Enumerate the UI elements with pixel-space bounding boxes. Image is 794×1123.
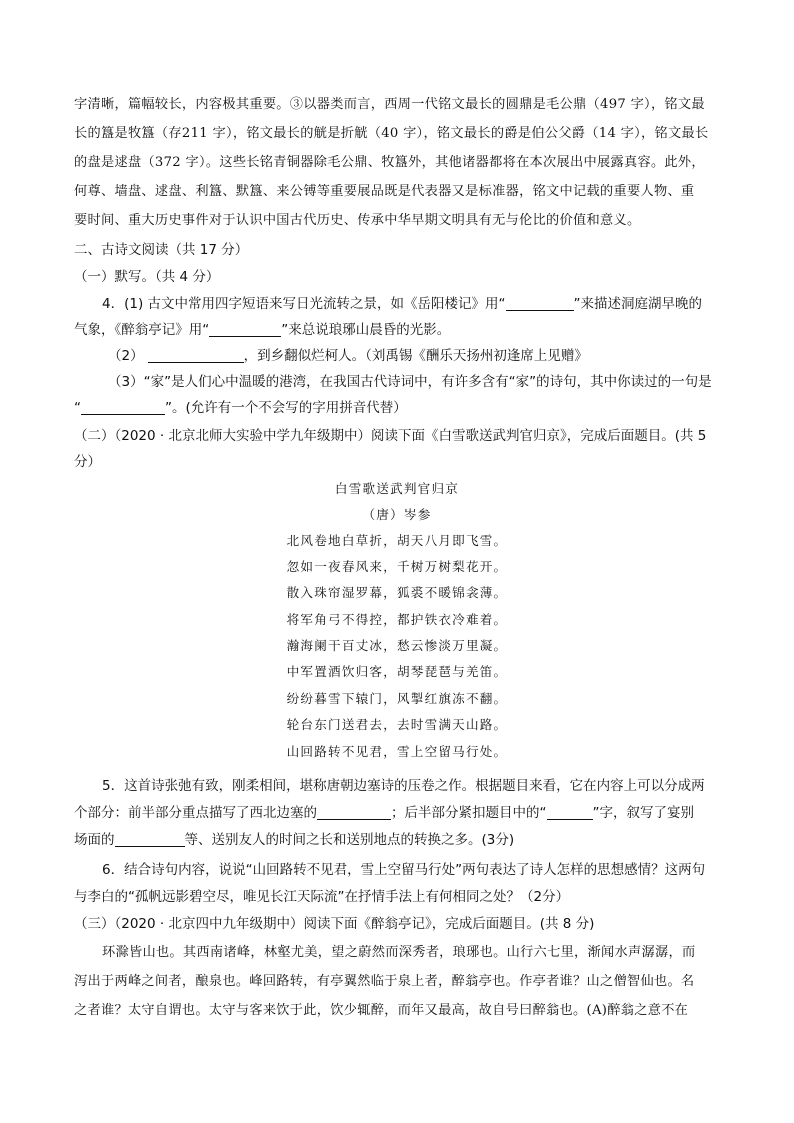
q4-sub3-line-2 xyxy=(74,396,726,416)
q4-text-d: ”来总说琅琊山晨昏的光影。 xyxy=(281,322,451,338)
answer-blank[interactable] xyxy=(148,348,244,363)
part2-heading-line-1: （二）（2020 · 北京北师大实验中学九年级期中）阅读下面《白雪歌送武判官归京》，完成后面题目。(共 5 xyxy=(74,428,707,444)
poem-line: 中军置酒饮归客，胡琴琵琶与羌笛。 xyxy=(286,664,508,679)
q4-sub2-text: ，到乡翻似烂柯人。（刘禹锡《酬乐天扬州初逢席上见赠》 xyxy=(243,348,588,364)
section-heading: 二、古诗文阅读（共 17 分） xyxy=(74,242,249,258)
poem-line: 北风卷地白草折，胡天八月即飞雪。 xyxy=(286,533,508,548)
poem-title: 白雪歌送武判官归京 xyxy=(334,481,460,496)
q5-text-d: 场面的 xyxy=(74,832,115,848)
q5-text-c: ”字，叙写了宴别 xyxy=(592,805,694,821)
answer-blank[interactable] xyxy=(81,400,165,415)
answer-blank[interactable] xyxy=(209,322,281,337)
q6-line-2: 与李白的“孤帆远影碧空尽，唯见长江天际流”在抒情手法上有何相同之处？（2分） xyxy=(74,889,570,905)
q4-line-2 xyxy=(74,318,726,338)
q4-text-b: ”来描述洞庭湖早晚的 xyxy=(573,296,702,312)
underlined-sentence: 醉翁之意不在 xyxy=(607,1003,689,1018)
prose-line-2: 泻出于两峰之间者，酿泉也。峰回路转，有亭翼然临于泉上者，醉翁亭也。作亭者谁？山之僧智仙也。名 xyxy=(74,974,695,989)
q4-sub3-text: ”。(允许有一个不会写的字用拼音代替） xyxy=(165,400,407,416)
intro-line-5: 要时间、重大历史事件对于认识中国古代历史、传承中华早期文明具有无与伦比的价值和意义。 xyxy=(74,213,641,228)
answer-blank[interactable] xyxy=(547,805,593,820)
poem-line: 瀚海阑干百丈冰，愁云惨淡万里凝。 xyxy=(286,638,508,653)
q4-sub3-line-1: （3）“家”是人们心中温暖的港湾，在我国古代诗词中，有许多含有“家”的诗句，其中你读过的一句是 xyxy=(108,374,712,390)
q4-sub2-label: （2） xyxy=(108,348,144,364)
poem-line: 轮台东门送君去，去时雪满天山路。 xyxy=(286,717,508,732)
q4-sub2 xyxy=(108,344,726,364)
part3-heading: （三）（2020 · 北京四中九年级期中）阅读下面《醉翁亭记》，完成后面题目。(共 8 分) xyxy=(74,916,595,932)
part2-heading-line-2: 分） xyxy=(74,454,101,470)
poem-line: 将军角弓不得控，都护铁衣冷难着。 xyxy=(286,612,508,627)
prose-line-3 xyxy=(74,999,726,1018)
poem-line: 纷纷暮雪下辕门，风掣红旗冻不翻。 xyxy=(286,691,508,706)
q5-text-b: ；后半部分紧扣题目中的“ xyxy=(391,805,547,821)
intro-line-3: 的盘是逑盘（372 字）。这些长铭青铜器除毛公鼎、牧簋外，其他诸器都将在本次展出中展露真容。此外， xyxy=(74,155,705,170)
part1-heading: （一）默写。（共 4 分） xyxy=(74,269,220,285)
q4-line-1 xyxy=(102,292,726,312)
q5-text-a: 个部分：前半部分重点描写了西北边塞的 xyxy=(74,805,317,821)
answer-blank[interactable] xyxy=(317,805,391,820)
intro-line-2: 长的簋是牧簋（存211 字），铭文最长的觥是折觥（40 字），铭文最长的爵是伯公父爵（14 字），铭文最长 xyxy=(74,126,709,141)
answer-blank[interactable] xyxy=(506,296,574,311)
q5-line-2 xyxy=(74,801,726,821)
poem-line: 忽如一夜春风来，千树万树梨花开。 xyxy=(286,559,508,574)
q5-line-1: 5．这首诗张弛有致，刚柔相间，堪称唐朝边塞诗的压卷之作。根据题目来看，它在内容上可以分成两 xyxy=(102,778,705,794)
q6-line-1: 6．结合诗句内容，说说“山回路转不见君，雪上空留马行处”两句表达了诗人怎样的思想感情？这两句 xyxy=(102,862,706,878)
poem-line: 山回路转不见君，雪上空留马行处。 xyxy=(286,744,508,759)
poem-line: 散入珠帘湿罗幕，狐裘不暖锦衾薄。 xyxy=(286,585,508,600)
prose-text: 之者谁？太守自谓也。太守与客来饮于此，饮少辄醉，而年又最高，故自号曰醉翁也。(A) xyxy=(74,1003,608,1018)
q5-text-e: 等、送别友人的时间之长和送别地点的转换之多。(3分) xyxy=(184,832,515,848)
q4-sub3-open-quote: “ xyxy=(74,400,81,416)
q5-line-3 xyxy=(74,828,726,848)
intro-line-1: 字清晰，篇幅较长，内容极其重要。③以器类而言，西周一代铭文最长的圆鼎是毛公鼎（497 字），铭文最 xyxy=(74,97,705,112)
q4-text-c: 气象，《醉翁亭记》用“ xyxy=(74,322,210,338)
q4-text-a: 4．(1) 古文中常用四字短语来写日光流转之景，如《岳阳楼记》用“ xyxy=(102,296,506,312)
poem-author: （唐）岑参 xyxy=(362,507,432,522)
answer-blank[interactable] xyxy=(115,832,185,847)
prose-line-1: 环滁皆山也。其西南诸峰，林壑尤美，望之蔚然而深秀者，琅琊也。山行六七里，渐闻水声潺潺，而 xyxy=(102,945,696,960)
intro-line-4: 何尊、墙盘、逑盘、利簋、默簋、来公镈等重要展品既是代表器又是标准器，铭文中记载的重要人物、重 xyxy=(74,184,695,199)
